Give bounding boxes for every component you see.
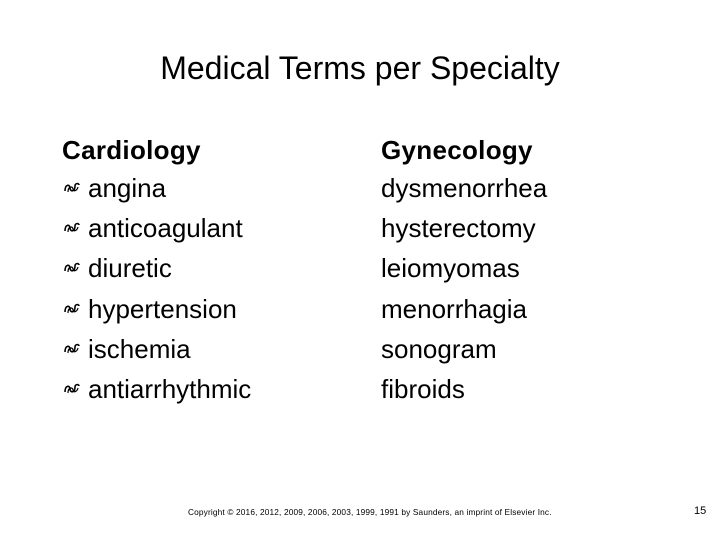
list-item <box>62 250 362 290</box>
slide-title: Medical Terms per Specialty <box>160 50 560 86</box>
cardiology-term: angina <box>88 173 167 203</box>
list-item <box>62 291 362 331</box>
curly-wave-bullet-icon <box>62 170 88 194</box>
gynecology-term: dysmenorrhea <box>381 173 548 203</box>
cardiology-term: diuretic <box>88 253 172 284</box>
cardiology-term: ischemia <box>88 333 191 364</box>
gynecology-column <box>381 132 701 411</box>
curly-wave-bullet-icon <box>62 291 88 315</box>
page-number: 15 <box>694 505 707 517</box>
curly-wave-bullet-icon <box>62 371 88 395</box>
cardiology-term: anticoagulant <box>88 213 243 244</box>
cardiology-term-list <box>62 170 362 411</box>
gynecology-term: fibroids <box>381 373 465 404</box>
cardiology-column <box>62 132 362 411</box>
gynecology-term: menorrhagia <box>381 293 527 324</box>
list-item <box>62 371 362 411</box>
curly-wave-bullet-icon <box>62 250 88 274</box>
list-item <box>381 331 701 371</box>
curly-wave-bullet-icon <box>62 331 88 355</box>
gynecology-heading: Gynecology <box>381 135 533 165</box>
list-item <box>62 210 362 250</box>
gynecology-term: hysterectomy <box>381 213 536 244</box>
list-item <box>62 331 362 371</box>
cardiology-term: hypertension <box>88 293 237 324</box>
gynecology-term-list <box>381 170 701 411</box>
list-item <box>381 291 701 331</box>
curly-wave-bullet-icon <box>62 210 88 234</box>
copyright-footer: Copyright © 2016, 2012, 2009, 2006, 2003, 1999, 1991 by Saunders, an imprint of Elsevier Inc. <box>188 507 552 517</box>
gynecology-term: sonogram <box>381 333 497 364</box>
list-item <box>381 210 701 250</box>
list-item <box>381 170 701 210</box>
list-item <box>381 250 701 290</box>
cardiology-term: antiarrhythmic <box>88 373 252 404</box>
list-item <box>62 170 362 210</box>
cardiology-heading: Cardiology <box>62 135 201 165</box>
gynecology-term: leiomyomas <box>381 253 520 284</box>
list-item <box>381 371 701 411</box>
